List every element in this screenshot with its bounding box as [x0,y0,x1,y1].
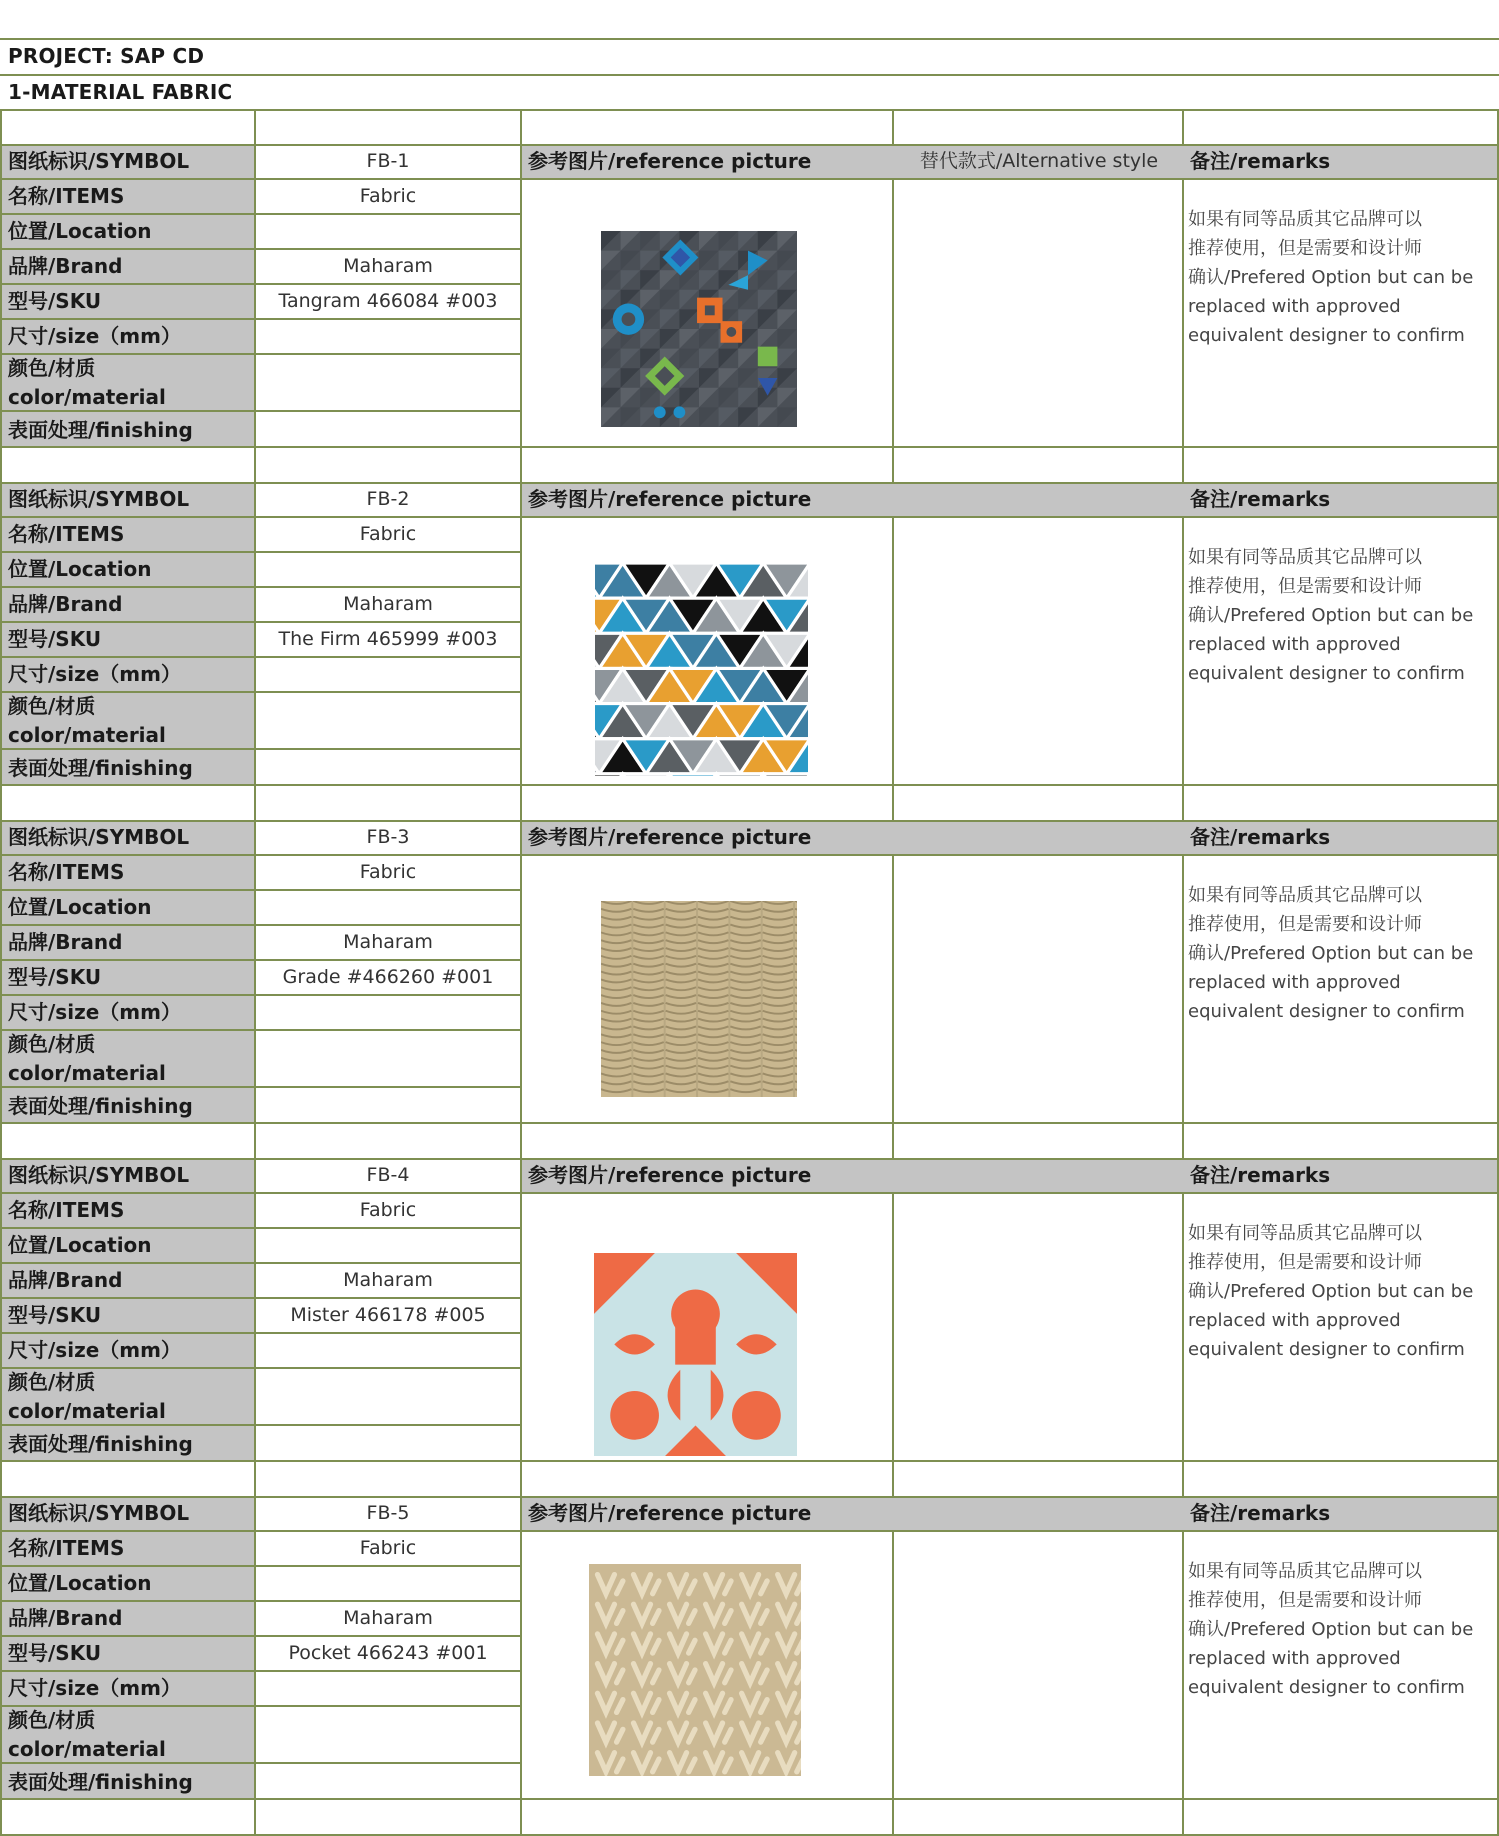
remark-line: equivalent designer to confirm [1188,1001,1465,1022]
remarks-text [1188,543,1494,688]
grid-line [0,1705,521,1707]
grid-line [0,248,521,250]
finishing-label: 表面处理/finishing [8,418,193,442]
remark-line: equivalent designer to confirm [1188,1677,1465,1698]
item-value: Fabric [359,185,417,207]
grid-line [0,74,1499,76]
remark-line: replaced with approved [1188,972,1401,993]
remark-line: 确认/Prefered Option but can be [1188,267,1474,288]
grid-line [0,1762,521,1764]
symbol-value: FB-4 [366,1164,410,1186]
material-label: color/material [8,385,166,409]
grid-line [0,924,521,926]
material-block [0,1159,1499,1497]
brand-label: 品牌/Brand [8,254,123,278]
symbol-label: 图纸标识/SYMBOL [8,1501,190,1525]
item-value: Fabric [359,523,417,545]
fabric-swatch-image [595,563,808,776]
sku-label: 型号/SKU [8,1641,102,1665]
brand-value: Maharam [343,1269,433,1291]
sku-value: Grade #466260 #001 [282,966,494,988]
remark-line: 如果有同等品质其它品牌可以 [1188,1223,1422,1244]
grid-line [0,1227,521,1229]
grid-line [0,656,521,658]
remarks-text [1188,881,1494,1026]
remark-line: 确认/Prefered Option but can be [1188,605,1474,626]
color-label: 颜色/材质 [8,1032,96,1056]
symbol-value: FB-3 [366,826,410,848]
remarks-header: 备注/remarks [1190,149,1331,173]
grid-line [0,1424,521,1426]
color-label: 颜色/材质 [8,694,96,718]
grid-line [0,1086,521,1088]
sku-value: Mister 466178 #005 [290,1304,486,1326]
remark-line: replaced with approved [1188,634,1401,655]
grid-line [0,283,521,285]
alternative-header: 替代款式/Alternative style [919,150,1159,172]
location-label: 位置/Location [8,1571,152,1595]
grid-line [0,109,1499,111]
sku-label: 型号/SKU [8,965,102,989]
sku-value: Tangram 466084 #003 [278,290,498,312]
fabric-swatch-image [589,1564,801,1776]
brand-value: Maharam [343,1607,433,1629]
remarks-header: 备注/remarks [1190,1501,1331,1525]
grid-line [0,1600,521,1602]
brand-label: 品牌/Brand [8,1606,123,1630]
grid-line [0,318,521,320]
grid-line [0,748,521,750]
material-label: color/material [8,1061,166,1085]
symbol-label: 图纸标识/SYMBOL [8,149,190,173]
grid-line [0,854,1499,856]
material-block [0,145,1499,483]
remark-line: equivalent designer to confirm [1188,325,1465,346]
grid-line [0,410,521,412]
remark-line: 如果有同等品质其它品牌可以 [1188,547,1422,568]
items-label: 名称/ITEMS [8,1536,125,1560]
remark-line: 推荐使用，但是需要和设计师 [1188,576,1422,597]
items-label: 名称/ITEMS [8,1198,125,1222]
grid-line [0,353,521,355]
grid-line [0,446,1499,448]
grid-line [0,1635,521,1637]
reference-header: 参考图片/reference picture [528,149,812,173]
size-label: 尺寸/size（mm） [8,324,181,348]
sku-label: 型号/SKU [8,627,102,651]
grid-line [0,621,521,623]
sku-label: 型号/SKU [8,1303,102,1327]
remark-line: 确认/Prefered Option but can be [1188,943,1474,964]
grid-line [0,1332,521,1334]
remark-line: 推荐使用，但是需要和设计师 [1188,1252,1422,1273]
project-title: PROJECT: SAP CD [8,44,205,68]
sku-value: Pocket 466243 #001 [288,1642,488,1664]
material-label: color/material [8,1737,166,1761]
reference-header: 参考图片/reference picture [528,487,812,511]
grid-line [0,1367,521,1369]
material-block [0,821,1499,1159]
remarks-header: 备注/remarks [1190,487,1331,511]
remark-line: 推荐使用，但是需要和设计师 [1188,914,1422,935]
grid-line [0,1530,1499,1532]
item-value: Fabric [359,1199,417,1221]
symbol-value: FB-5 [366,1502,410,1524]
grid-line [0,144,1499,146]
grid-line [0,1029,521,1031]
symbol-label: 图纸标识/SYMBOL [8,1163,190,1187]
symbol-label: 图纸标识/SYMBOL [8,825,190,849]
remarks-text [1188,205,1494,350]
remark-line: 确认/Prefered Option but can be [1188,1281,1474,1302]
remark-line: 推荐使用，但是需要和设计师 [1188,238,1422,259]
grid-line [0,994,521,996]
grid-line [0,784,1499,786]
brand-label: 品牌/Brand [8,930,123,954]
grid-line [0,38,1499,40]
size-label: 尺寸/size（mm） [8,1000,181,1024]
remark-line: replaced with approved [1188,296,1401,317]
size-label: 尺寸/size（mm） [8,1338,181,1362]
grid-line [0,1460,1499,1462]
fabric-swatch-image [601,901,797,1097]
fabric-swatch-image [601,231,797,427]
remark-line: 推荐使用，但是需要和设计师 [1188,1590,1422,1611]
finishing-label: 表面处理/finishing [8,756,193,780]
remark-line: equivalent designer to confirm [1188,663,1465,684]
brand-value: Maharam [343,255,433,277]
grid-line [0,178,1499,180]
fabric-swatch-image [594,1253,797,1456]
reference-header: 参考图片/reference picture [528,1501,812,1525]
size-label: 尺寸/size（mm） [8,662,181,686]
grid-line [0,1158,1499,1160]
reference-header: 参考图片/reference picture [528,825,812,849]
remark-line: 如果有同等品质其它品牌可以 [1188,1561,1422,1582]
size-label: 尺寸/size（mm） [8,1676,181,1700]
color-label: 颜色/材质 [8,356,96,380]
finishing-label: 表面处理/finishing [8,1770,193,1794]
grid-line [0,691,521,693]
location-label: 位置/Location [8,557,152,581]
brand-label: 品牌/Brand [8,592,123,616]
remark-line: replaced with approved [1188,1648,1401,1669]
color-label: 颜色/材质 [8,1370,96,1394]
item-value: Fabric [359,1537,417,1559]
sku-value: The Firm 465999 #003 [278,628,498,650]
remarks-header: 备注/remarks [1190,1163,1331,1187]
grid-line [0,1122,1499,1124]
grid-line [0,586,521,588]
finishing-label: 表面处理/finishing [8,1094,193,1118]
grid-line [0,1297,521,1299]
grid-line [0,213,521,215]
material-label: color/material [8,1399,166,1423]
remark-line: 如果有同等品质其它品牌可以 [1188,885,1422,906]
remarks-text [1188,1219,1494,1364]
remark-line: equivalent designer to confirm [1188,1339,1465,1360]
symbol-value: FB-2 [366,488,410,510]
section-title: 1-MATERIAL FABRIC [8,80,233,104]
grid-line [0,551,521,553]
remarks-header: 备注/remarks [1190,825,1331,849]
items-label: 名称/ITEMS [8,860,125,884]
grid-line [0,1565,521,1567]
symbol-value: FB-1 [366,150,410,172]
grid-line [0,959,521,961]
grid-line [0,1670,521,1672]
location-label: 位置/Location [8,895,152,919]
remarks-text [1188,1557,1494,1702]
remark-line: 如果有同等品质其它品牌可以 [1188,209,1422,230]
brand-value: Maharam [343,593,433,615]
location-label: 位置/Location [8,1233,152,1257]
location-label: 位置/Location [8,219,152,243]
material-block [0,483,1499,821]
grid-line [0,1798,1499,1800]
grid-line [0,482,1499,484]
grid-line [0,889,521,891]
color-label: 颜色/材质 [8,1708,96,1732]
sku-label: 型号/SKU [8,289,102,313]
grid-line [0,516,1499,518]
remark-line: replaced with approved [1188,1310,1401,1331]
remark-line: 确认/Prefered Option but can be [1188,1619,1474,1640]
grid-line [0,1496,1499,1498]
symbol-label: 图纸标识/SYMBOL [8,487,190,511]
grid-line [0,820,1499,822]
brand-value: Maharam [343,931,433,953]
item-value: Fabric [359,861,417,883]
finishing-label: 表面处理/finishing [8,1432,193,1456]
items-label: 名称/ITEMS [8,522,125,546]
grid-line [0,1192,1499,1194]
material-block [0,1497,1499,1835]
material-label: color/material [8,723,166,747]
grid-line [0,1262,521,1264]
brand-label: 品牌/Brand [8,1268,123,1292]
items-label: 名称/ITEMS [8,184,125,208]
reference-header: 参考图片/reference picture [528,1163,812,1187]
